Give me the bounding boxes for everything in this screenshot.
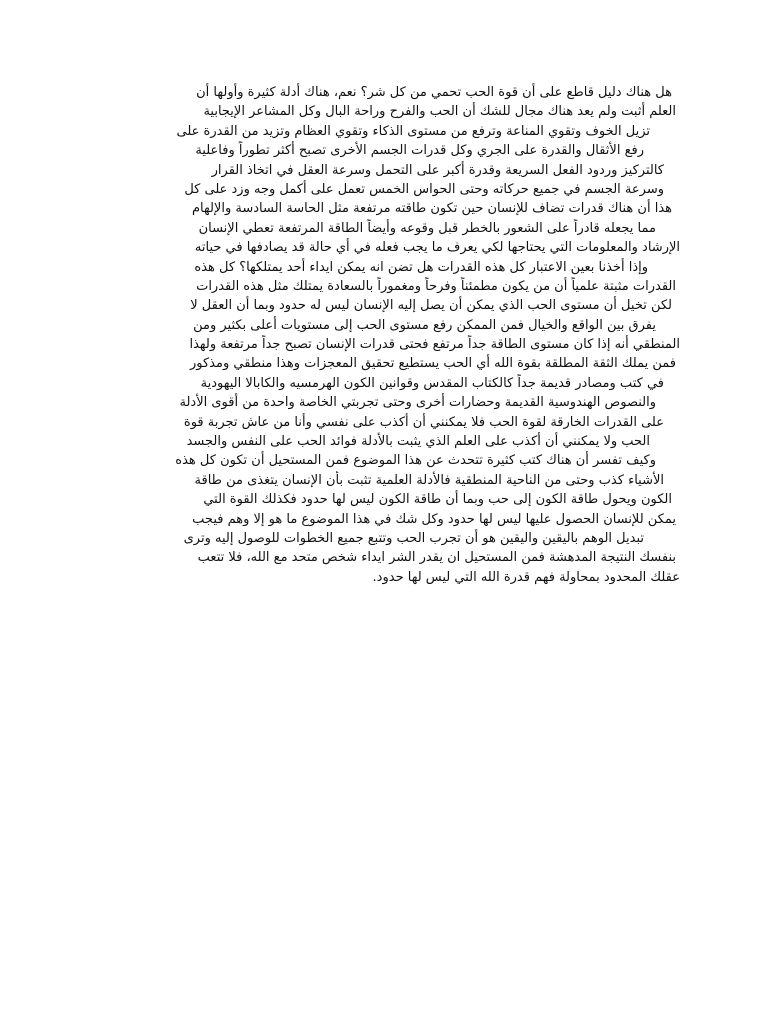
text-line: هل هناك دليل قاطع على أن قوة الحب تحمي من كل شر؟ نعم، هناك أدلة كثيرة وأولها أن bbox=[196, 85, 672, 100]
text-line: عقلك المحدود بمحاولة فهم قدرة الله التي ليس لها حدود. bbox=[372, 569, 680, 585]
text-line: المنطقي أنه إذا كان مستوى الطاقة جداً مرتفع فحتى قدرات الإنسان تصبح جداً مرتفعة ولهذا bbox=[189, 337, 680, 353]
text-line: كالتركيز وردود الفعل السريعة وقدرة أكبر على التحمل وسرعة العقل في اتخاذ القرار bbox=[211, 162, 664, 178]
text-line: لكن تخيل أن مستوى الحب الذي يمكن أن يصل إليه الإنسان ليس له حدود وبما أن العقل لا bbox=[190, 298, 672, 314]
text-line: هذا أن هناك قدرات تضاف للإنسان حين تكون طاقته مرتفعة مثل الحاسة السادسة والإلهام bbox=[191, 201, 672, 217]
text-line: على القدرات الخارقة لقوة الحب فلا يمكنني أن أكذب على نفسي وأنا من عاش تجربة قوة bbox=[183, 414, 664, 430]
text-line: تزيل الخوف وتقوي المناعة وترفع من مستوى الذكاء وتقوي العظام وتزيد من القدرة على bbox=[176, 123, 650, 139]
text-line: يمكن للإنسان الحصول عليها ليس لها حدود وكل شك في هذا الموضوع ما هو إلا وهم فيجب bbox=[192, 511, 676, 527]
text-line: وكيف تفسر أن هناك كتب كثيرة تتحدث عن هذا الموضوع فمن المستحيل أن تكون كل هذه bbox=[175, 453, 656, 469]
text-line: تبديل الوهم باليقين واليقين هو أن تجرب الحب وتتبع جميع الخطوات للوصول إليه وترى bbox=[183, 530, 644, 546]
text-line: الإرشاد والمعلومات التي يحتاجها لكي يعرف ما يجب فعله في أي حالة قد يصادفها في حياته bbox=[194, 240, 680, 256]
text-line: بنفسك النتيجة المدهشة فمن المستحيل ان يقدر الشر ايداء شخص متحد مع الله، فلا تتعب bbox=[197, 550, 676, 566]
text-line: رفع الأثقال والقدرة على الجري وكل قدرات الجسم الأخرى تصبح أكثر تطوراً وفاعلية bbox=[195, 143, 644, 159]
text-line: وإذا أخذنا بعين الاعتبار كل هذه القدرات هل تضن انه يمكن ايداء أحد يمتلكها؟ كل هذه bbox=[194, 259, 648, 275]
text-line: وسرعة الجسم في جميع حركاته وحتى الحواس الخمس تعمل على أكمل وجه وزد على كل bbox=[184, 181, 664, 197]
text-line: فمن يملك الثقة المطلقة بقوة الله أي الحب يستطيع تحقيق المعجزات وهذا منطقي ومذكور bbox=[189, 356, 676, 372]
text-line: العلم أثبت ولم يعد هناك مجال للشك أن الحب والفرح وراحة البال وكل المشاعر الإيجابية bbox=[203, 104, 676, 120]
text-line: في كتب ومصادر قديمة جداً كالكتاب المقدس وقوانين الكون الهرمسيه والكابالا اليهودية bbox=[200, 375, 664, 391]
body-text bbox=[88, 83, 680, 587]
text-line: الأشياء كذب وحتى من الناحية المنطقية فالأدلة العلمية تثبت بأن الإنسان يتغذى من طاقة bbox=[194, 472, 664, 488]
text-line: الحب ولا يمكنني أن أكذب على العلم الذي يثبت بالأدلة فوائد الحب على النفس والجسد bbox=[186, 434, 650, 450]
text-line: الكون ويحول طاقة الكون إلى حب وبما أن طاقة الكون ليس لها حدود فكذلك القوة التي bbox=[203, 492, 672, 508]
text-line: القدرات مثبتة علمياً أن من يكون مطمئناً وفرحاً ومغموراً بالسعادة يمتلك مثل هذه القدرات bbox=[196, 278, 676, 294]
text-line: يفرق بين الواقع والخيال فمن الممكن رفع مستوى الحب إلى مستويات أعلى بكثير ومن bbox=[193, 317, 656, 333]
text-line: مما يجعله قادراً على الشعور بالخطر قبل وقوعه وأيضاً الطاقة المرتفعة تعطي الإنسان bbox=[198, 220, 656, 236]
text-line: والنصوص الهندوسية القديمة وحضارات أخرى وحتى تجربتي الخاصة واحدة من أقوى الأدلة bbox=[179, 395, 656, 411]
